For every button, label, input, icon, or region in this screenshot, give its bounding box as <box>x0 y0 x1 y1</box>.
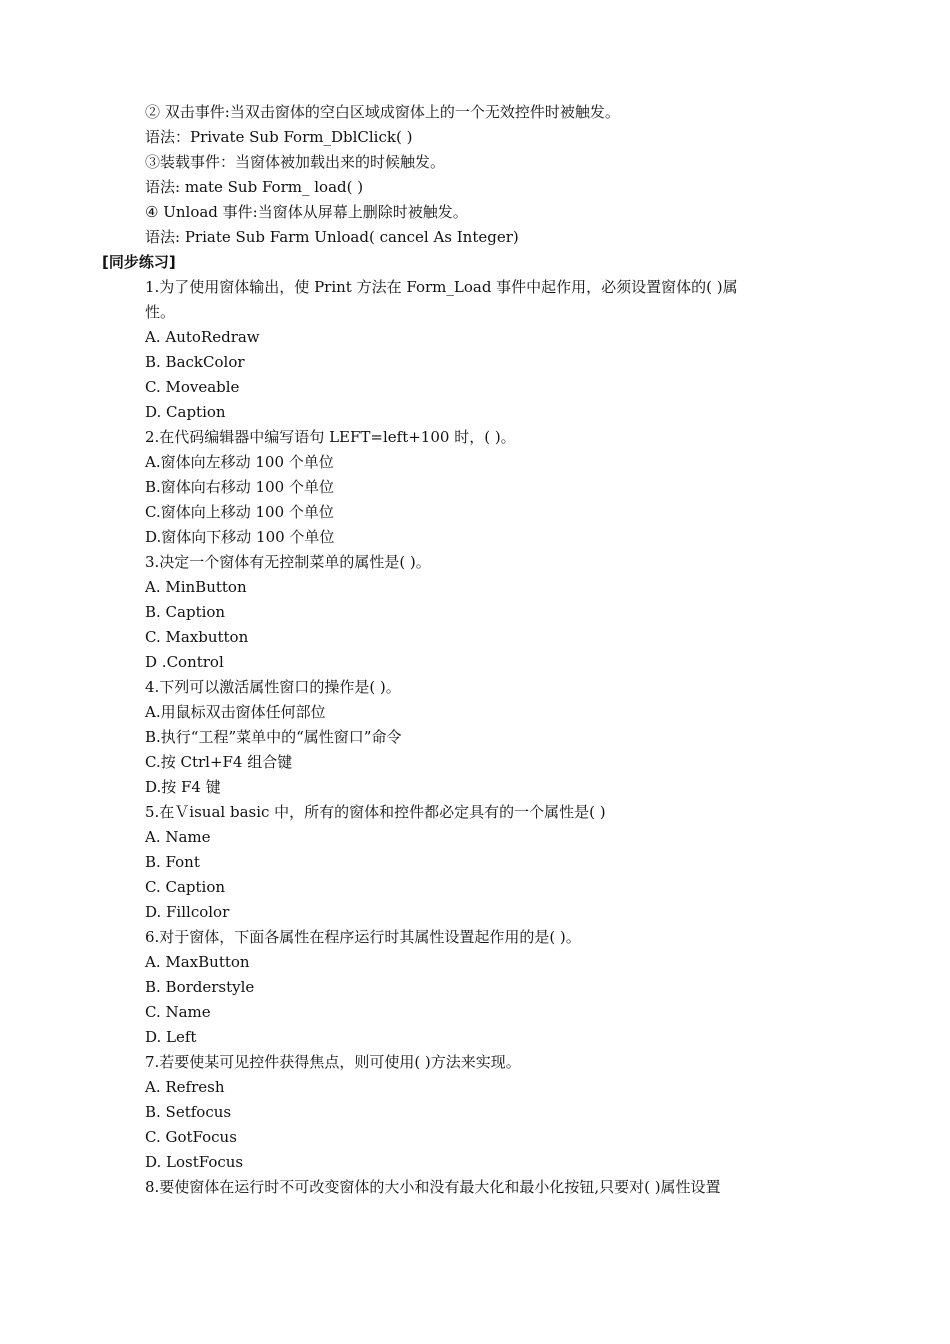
option-line: D.窗体向下移动 100 个单位 <box>145 528 335 546</box>
option-line: B. Borderstyle <box>145 978 255 996</box>
option-line: C. GotFocus <box>145 1128 237 1146</box>
intro-line-dblclick-syntax: 语法：Private Sub Form_DblClick( ) <box>145 128 413 146</box>
option-line: D. Caption <box>145 403 226 421</box>
option-line: B. Setfocus <box>145 1103 232 1121</box>
intro-line-unload: ④ Unload 事件:当窗体从屏幕上删除时被触发。 <box>145 203 468 221</box>
question-3: 3.决定一个窗体有无控制菜单的属性是( )。 <box>145 553 431 571</box>
intro-line-load: ③装载事件：当窗体被加载出来的时候触发。 <box>145 153 446 171</box>
question-8: 8.要使窗体在运行时不可改变窗体的大小和没有最大化和最小化按钮,只要对( )属性设置 <box>145 1178 721 1196</box>
option-line: C.窗体向上移动 100 个单位 <box>145 503 334 521</box>
option-line: B. Font <box>145 853 200 871</box>
option-line: A.窗体向左移动 100 个单位 <box>145 453 334 471</box>
option-line: B.执行“工程”菜单中的“属性窗口”命令 <box>145 728 402 746</box>
question-4: 4.下列可以激活属性窗口的操作是( )。 <box>145 678 401 696</box>
option-line: C. Name <box>145 1003 211 1021</box>
option-line: C. Maxbutton <box>145 628 249 646</box>
intro-line-dblclick: ② 双击事件:当双击窗体的空白区域成窗体上的一个无效控件时被触发。 <box>145 103 620 121</box>
option-line: C.按 Ctrl+F4 组合键 <box>145 753 293 771</box>
question-5: 5.在Ｖisual basic 中，所有的窗体和控件都必定具有的一个属性是( ) <box>145 803 606 821</box>
question-1: 1.为了使用窗体输出，使 Print 方法在 Form_Load 事件中起作用，必须设置窗体的( )属 <box>145 278 738 296</box>
option-line: D. Fillcolor <box>145 903 230 921</box>
option-line: D.按 F4 键 <box>145 778 221 796</box>
question-1-continued: 性。 <box>145 303 176 321</box>
option-line: D. LostFocus <box>145 1153 244 1171</box>
option-line: D. Left <box>145 1028 197 1046</box>
option-line: B.窗体向右移动 100 个单位 <box>145 478 334 496</box>
question-7: 7.若要使某可见控件获得焦点，则可使用( )方法来实现。 <box>145 1053 521 1071</box>
section-heading: [同步练习] <box>102 253 176 271</box>
option-line: D .Control <box>145 653 224 671</box>
question-2: 2.在代码编辑器中编写语句 LEFT=left+100 时，( )。 <box>145 428 516 446</box>
option-line: A.用鼠标双击窗体任何部位 <box>145 703 326 721</box>
option-line: C. Caption <box>145 878 226 896</box>
option-line: A. AutoRedraw <box>145 328 260 346</box>
option-line: A. MaxButton <box>145 953 250 971</box>
option-line: A. MinButton <box>145 578 247 596</box>
question-6: 6.对于窗体，下面各属性在程序运行时其属性设置起作用的是( )。 <box>145 928 581 946</box>
intro-line-load-syntax: 语法: mate Sub Form_ load( ) <box>145 178 364 196</box>
intro-line-unload-syntax: 语法: Priate Sub Farm Unload( cancel As Integer) <box>145 228 519 246</box>
option-line: B. BackColor <box>145 353 245 371</box>
option-line: C. Moveable <box>145 378 240 396</box>
option-line: B. Caption <box>145 603 226 621</box>
option-line: A. Refresh <box>145 1078 225 1096</box>
option-line: A. Name <box>145 828 211 846</box>
